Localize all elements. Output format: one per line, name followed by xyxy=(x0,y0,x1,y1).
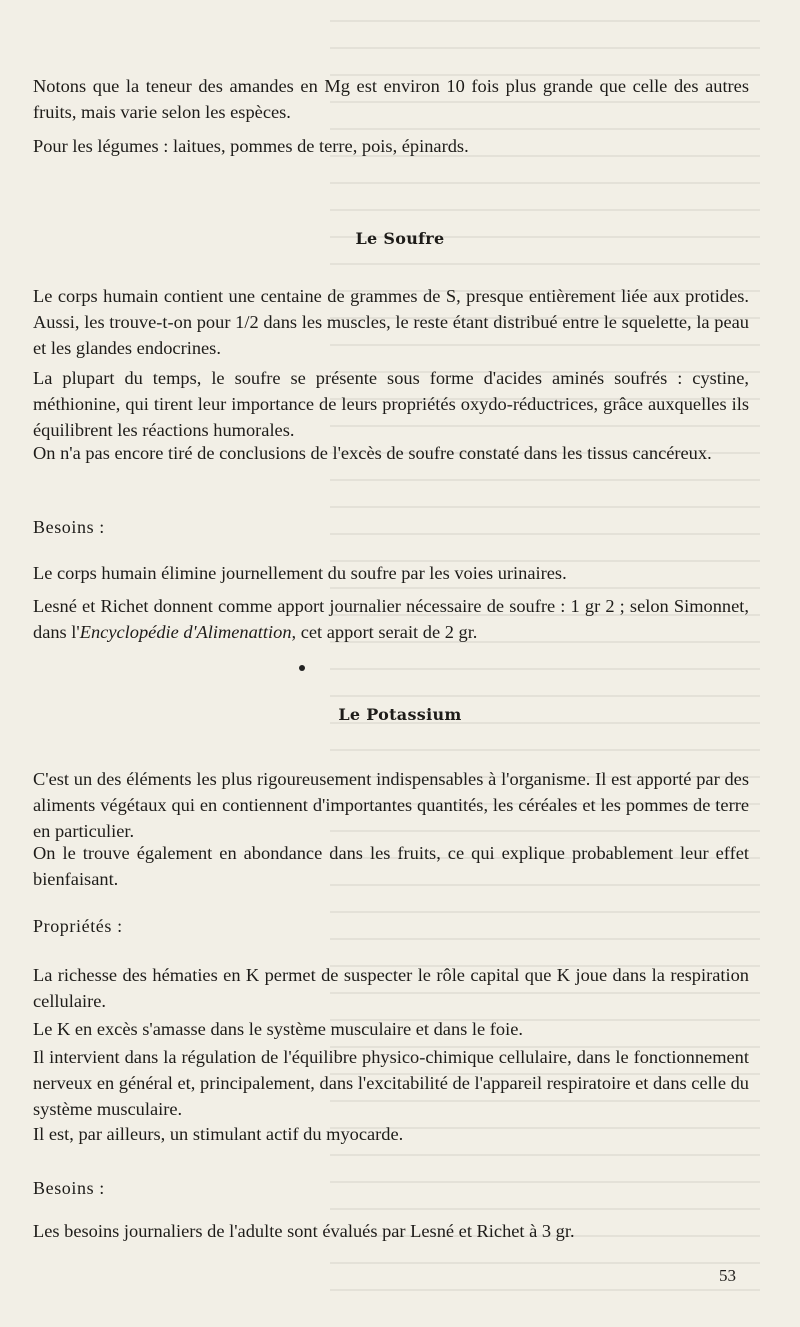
label-besoins-soufre: Besoins : xyxy=(33,517,105,537)
paragraph-potassium-fruits: On le trouve également en abondance dans les fruits, ce qui explique probablement leur effet bienfaisant. xyxy=(33,843,749,889)
paragraph-potassium-exces: Le K en excès s'amasse dans le système musculaire et dans le foie. xyxy=(33,1019,523,1039)
paragraph-potassium-hematies: La richesse des hématies en K permet de suspecter le rôle capital que K joue dans la respiration cellulaire. xyxy=(33,965,749,1011)
separator-dot xyxy=(299,665,305,671)
paragraph-legumes: Pour les légumes : laitues, pommes de terre, pois, épinards. xyxy=(33,136,469,156)
label-besoins-potassium: Besoins : xyxy=(33,1178,105,1198)
encyclopedie-title: Encyclopédie d'Alimenattion, xyxy=(79,622,297,642)
label-proprietes: Propriétés : xyxy=(33,916,123,936)
heading-potassium: Le Potassium xyxy=(338,705,462,724)
paragraph-magnesium-amandes: Notons que la teneur des amandes en Mg est environ 10 fois plus grande que celle des autres fruits, mais varie selon les espèces. xyxy=(33,76,749,122)
paragraph-soufre-cancereux: On n'a pas encore tiré de conclusions de l'excès de soufre constaté dans les tissus cancéreux. xyxy=(33,443,712,463)
paragraph-potassium-besoins: Les besoins journaliers de l'adulte sont évalués par Lesné et Richet à 3 gr. xyxy=(33,1221,575,1241)
apport-text: Lesné et Richet donnent comme apport journalier nécessaire de soufre : 1 gr 2 ; selon Simonnet, dans l' xyxy=(33,596,749,642)
paragraph-soufre-acides-amines: La plupart du temps, le soufre se présente sous forme d'acides aminés soufrés : cystine, méthionine, qui tirent leur importance de leurs propriétés oxydo-réductrices, grâce auxquelles ils équilibrent les réactions humorales. xyxy=(33,368,749,440)
paragraph-soufre-corps: Le corps humain contient une centaine de grammes de S, presque entièrement liée aux protides. Aussi, les trouve-t-on pour 1/2 dans les muscles, le reste étant distribué entre le squelette, la peau et les glandes endocrines. xyxy=(33,286,749,358)
paragraph-soufre-elimination: Le corps humain élimine journellement du soufre par les voies urinaires. xyxy=(33,563,567,583)
apport-text-end: cet apport serait de 2 gr. xyxy=(296,622,478,642)
page-number: 53 xyxy=(719,1266,736,1285)
paragraph-potassium-regulation: Il intervient dans la régulation de l'équilibre physico-chimique cellulaire, dans le fonctionnement nerveux en général et, principalement, dans l'excitabilité de l'appareil respiratoire et dans celle du système musculaire. xyxy=(33,1047,749,1119)
paragraph-potassium-indispensable: C'est un des éléments les plus rigoureusement indispensables à l'organisme. Il est apporté par des aliments végétaux qui en contiennent d'importantes quantités, les céréales et les pommes de terre en particulier. xyxy=(33,769,749,841)
paragraph-potassium-myocarde: Il est, par ailleurs, un stimulant actif du myocarde. xyxy=(33,1124,404,1144)
paragraph-soufre-apport xyxy=(33,593,749,645)
heading-soufre: Le Soufre xyxy=(355,229,445,248)
